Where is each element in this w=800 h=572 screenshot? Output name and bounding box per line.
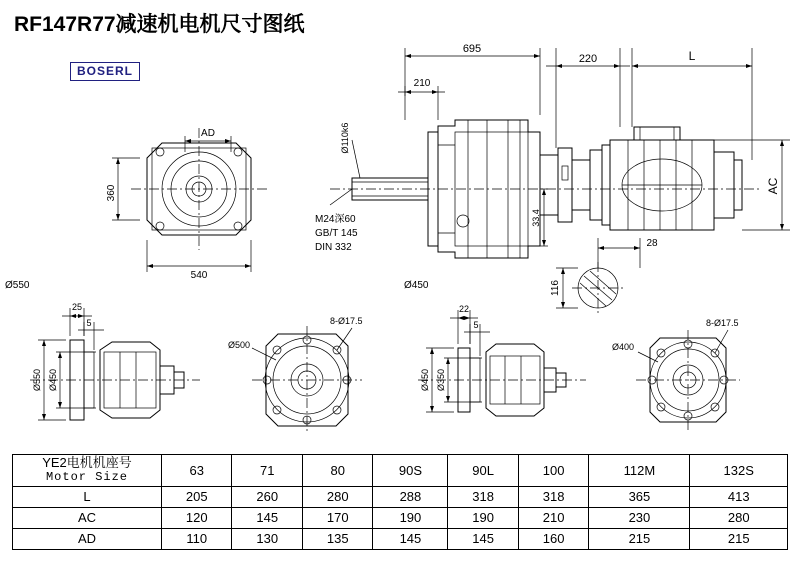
row-header-cn: YE2电机机座号	[42, 455, 132, 470]
label-dia550-top: Ø550	[5, 280, 30, 291]
label-dia550-v: Ø550	[32, 368, 42, 392]
cell: 80	[302, 455, 372, 487]
label-8-holes-left: 8-Ø17.5	[330, 316, 363, 326]
cell: 205	[162, 486, 232, 507]
label-ac: AC	[766, 177, 780, 195]
cell: 413	[690, 486, 788, 507]
label-25: 25	[71, 302, 83, 312]
label-116: 116	[550, 280, 561, 296]
label-dia350-v: Ø350	[436, 368, 446, 392]
table-row	[13, 455, 788, 487]
row-header-ac: AC	[13, 507, 162, 528]
label-L: L	[688, 49, 696, 63]
cell: 210	[518, 507, 588, 528]
page-title: RF147R77减速机电机尺寸图纸	[14, 13, 305, 36]
label-dia110k6: Ø110k6	[340, 122, 350, 154]
cell: 90S	[373, 455, 448, 487]
label-8-holes-right: 8-Ø17.5	[706, 318, 739, 328]
cell: 120	[162, 507, 232, 528]
cell: 63	[162, 455, 232, 487]
label-695: 695	[462, 43, 482, 55]
flange-view-1	[30, 302, 200, 420]
main-assembly-view	[5, 43, 790, 314]
label-dia500: Ø500	[228, 340, 251, 350]
cell: 145	[373, 528, 448, 549]
table-row	[13, 528, 788, 549]
label-thread-m24: M24深60	[315, 214, 356, 225]
label-22: 22	[458, 304, 470, 314]
flange-view-2	[228, 316, 363, 434]
brand-logo: BOSERL	[70, 62, 140, 81]
row-header-ad: AD	[13, 528, 162, 549]
label-ad: AD	[201, 128, 215, 139]
cell: 280	[690, 507, 788, 528]
cell: 190	[448, 507, 518, 528]
label-5-a: 5	[86, 318, 92, 328]
cell: 110	[162, 528, 232, 549]
label-360: 360	[106, 184, 117, 202]
row-header-motor-size	[13, 455, 162, 487]
cell: 160	[518, 528, 588, 549]
label-220: 220	[578, 53, 598, 65]
cell: 112M	[589, 455, 690, 487]
cell: 260	[232, 486, 302, 507]
cell: 280	[302, 486, 372, 507]
flange-view-3	[418, 304, 586, 416]
cell: 130	[232, 528, 302, 549]
row-header-en: Motor Size	[45, 469, 128, 484]
cell: 145	[448, 528, 518, 549]
cell: 215	[589, 528, 690, 549]
label-thread-gb: GB/T 145	[315, 228, 358, 239]
label-dia450-top: Ø450	[404, 280, 429, 291]
table-row	[13, 507, 788, 528]
label-28: 28	[646, 238, 658, 249]
label-5-b: 5	[473, 320, 479, 330]
cell: 90L	[448, 455, 518, 487]
cell: 318	[448, 486, 518, 507]
cell: 132S	[690, 455, 788, 487]
label-dia450-v: Ø450	[48, 368, 58, 392]
cell: 230	[589, 507, 690, 528]
spec-table	[12, 454, 788, 550]
cell: 288	[373, 486, 448, 507]
cell: 365	[589, 486, 690, 507]
cell: 190	[373, 507, 448, 528]
flange-view-4	[612, 318, 740, 432]
cell: 170	[302, 507, 372, 528]
cell: 145	[232, 507, 302, 528]
cell: 100	[518, 455, 588, 487]
label-thread-din: DIN 332	[315, 242, 352, 253]
table-row	[13, 486, 788, 507]
cell: 71	[232, 455, 302, 487]
cell: 215	[690, 528, 788, 549]
label-dia400: Ø400	[612, 342, 635, 352]
cell: 135	[302, 528, 372, 549]
cell: 318	[518, 486, 588, 507]
label-210: 210	[413, 78, 431, 89]
label-33-4: 33.4	[531, 209, 541, 227]
row-header-l: L	[13, 486, 162, 507]
label-540: 540	[190, 270, 208, 281]
left-flange-view	[106, 128, 267, 281]
label-dia450-v2: Ø450	[420, 368, 430, 392]
